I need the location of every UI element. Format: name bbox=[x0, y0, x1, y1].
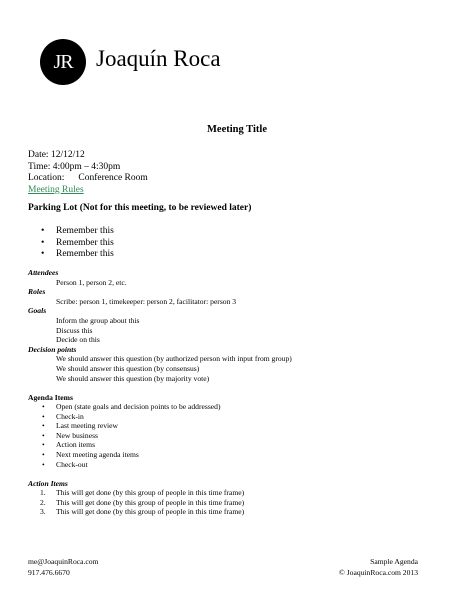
agenda-items-heading: Agenda Items bbox=[28, 393, 73, 402]
roles-heading: Roles bbox=[28, 287, 46, 297]
logo-initials: JR bbox=[53, 50, 73, 73]
list-item bbox=[28, 488, 244, 498]
location-label: Location: bbox=[28, 173, 65, 183]
meeting-details bbox=[28, 150, 148, 196]
list-item: We should answer this question (by majority vote) bbox=[56, 373, 210, 383]
action-items-list bbox=[28, 488, 244, 517]
list-item bbox=[28, 507, 244, 517]
item-text: This will get done (by this group of people in this time frame) bbox=[56, 507, 245, 517]
footer-copyright: © JoaquinRoca.com 2013 bbox=[339, 567, 418, 577]
meeting-title: Meeting Title bbox=[207, 124, 267, 135]
meeting-sections bbox=[28, 268, 292, 383]
meeting-location bbox=[28, 173, 148, 185]
rules-row bbox=[28, 185, 148, 197]
list-item: We should answer this question (by authorized person with input from group) bbox=[56, 354, 292, 364]
meeting-time: Time: 4:00pm – 4:30pm bbox=[28, 161, 121, 172]
list-item: Inform the group about this bbox=[56, 315, 140, 325]
list-item: • Check-in bbox=[28, 412, 221, 422]
list-item bbox=[28, 498, 244, 508]
item-number: 2. bbox=[40, 497, 46, 507]
location-value: Conference Room bbox=[78, 173, 148, 183]
attendees-heading: Attendees bbox=[28, 268, 59, 277]
meeting-date: Date: 12/12/12 bbox=[28, 150, 85, 160]
list-item: • Action items bbox=[28, 440, 221, 450]
list-item: • Remember this bbox=[28, 226, 114, 238]
action-items-heading: Action Items bbox=[28, 479, 68, 488]
footer-contact bbox=[28, 557, 98, 578]
parking-lot-heading: Parking Lot (Not for this meeting, to be reviewed later) bbox=[28, 203, 252, 213]
meeting-rules-link[interactable]: Meeting Rules bbox=[28, 184, 84, 195]
item-text: This will get done (by this group of people in this time frame) bbox=[56, 497, 245, 507]
list-item: • Remember this bbox=[28, 238, 114, 250]
footer-phone: 917.476.6670 bbox=[28, 567, 70, 577]
footer-doc-info bbox=[339, 557, 418, 578]
item-number: 3. bbox=[40, 507, 46, 517]
goals-heading: Goals bbox=[28, 306, 47, 316]
list-item: • New business bbox=[28, 431, 221, 441]
logo-badge bbox=[40, 39, 86, 85]
list-item: Person 1, person 2, etc. bbox=[56, 277, 127, 287]
list-item: • Last meeting review bbox=[28, 421, 221, 431]
list-item: Scribe: person 1, timekeeper: person 2, facilitator: person 3 bbox=[56, 296, 237, 306]
list-item: Decide on this bbox=[56, 335, 100, 345]
footer-doc-label: Sample Agenda bbox=[370, 557, 418, 566]
decision-points-heading: Decision points bbox=[28, 344, 77, 354]
list-item: Discuss this bbox=[56, 325, 93, 335]
item-number: 1. bbox=[40, 488, 46, 497]
footer-email: me@JoaquinRoca.com bbox=[28, 557, 99, 566]
parking-lot-list bbox=[28, 226, 114, 261]
brand-name: Joaquín Roca bbox=[96, 46, 221, 71]
list-item: • Open (state goals and decision points to be addressed) bbox=[28, 402, 221, 412]
item-text: This will get done (by this group of people in this time frame) bbox=[56, 488, 245, 497]
list-item: • Check-out bbox=[28, 460, 221, 470]
list-item: • Next meeting agenda items bbox=[28, 450, 221, 460]
list-item: • Remember this bbox=[28, 249, 114, 261]
list-item: We should answer this question (by consensus) bbox=[56, 363, 200, 373]
agenda-items-list bbox=[28, 402, 221, 469]
